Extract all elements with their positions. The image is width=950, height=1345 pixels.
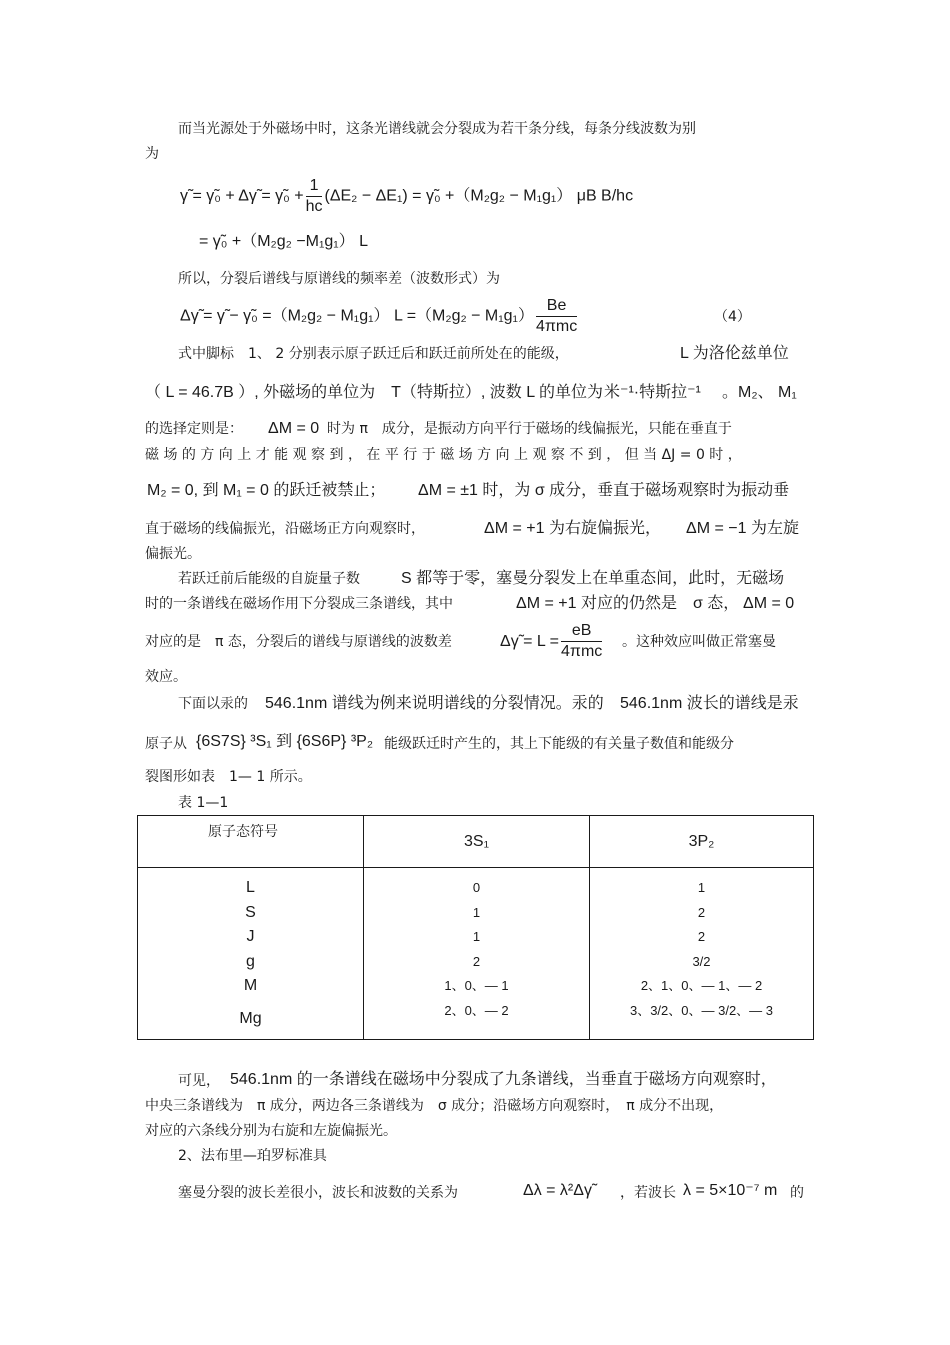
paragraph-text: 塞曼分裂的波长差很小，波长和波数的关系为 bbox=[178, 1185, 458, 1201]
paragraph-text: 效应。 bbox=[145, 669, 187, 685]
math-inline: ΔM = 0 bbox=[743, 595, 795, 612]
math-inline: Δλ = λ²Δγ̃ bbox=[523, 1182, 592, 1199]
paragraph-text: 所以，分裂后谱线与原谱线的频率差（波数形式）为 bbox=[178, 271, 500, 287]
paragraph-text: 546.1nm 谱线为例来说明谱线的分裂情况。汞的 bbox=[265, 695, 604, 712]
equation-part: (ΔE₂ − ΔE₁) = γ̃₀ +（M₂g₂ − M₁g₁） μB B/hc bbox=[324, 187, 634, 205]
row-label: g bbox=[246, 952, 255, 970]
table-value: 2 bbox=[697, 929, 706, 944]
section-heading: 2、法布里—珀罗标准具 bbox=[178, 1148, 327, 1164]
table-caption: 表 1—1 bbox=[178, 795, 229, 811]
table-value: 3/2 bbox=[692, 953, 711, 969]
paragraph-text: 原子从 bbox=[145, 736, 187, 752]
equation-part: γ̃ = γ̃₀ + Δγ̃ = γ̃₀ + bbox=[180, 187, 304, 205]
paragraph-text: 的 bbox=[790, 1185, 804, 1201]
fraction bbox=[536, 296, 577, 337]
fraction bbox=[306, 176, 323, 217]
paragraph-text: 中央三条谱线为 π 成分，两边各三条谱线为 σ 成分；沿磁场方向观察时， π 成分不出现， bbox=[145, 1098, 724, 1114]
table-header-cell bbox=[138, 816, 364, 868]
paragraph-text: 磁 场 的 方 向 上 才 能 观 察 到 ， 在 平 行 于 磁 场 方 向 上 观 察 不 到 ， 但 当 ΔJ = 0 时 ， bbox=[145, 447, 742, 463]
paragraph-text: 式中脚标 1、 2 分别表示原子跃迁后和跃迁前所处在的能级， bbox=[178, 346, 569, 362]
math-inline: λ = 5×10⁻⁷ m bbox=[683, 1182, 778, 1199]
paragraph-text: 而当光源处于外磁场中时，这条光谱线就会分裂成为若干条分线，每条分线波数为别 bbox=[178, 121, 696, 137]
table-value: 2、0、— 2 bbox=[444, 1002, 509, 1018]
paragraph-text: 546.1nm 的一条谱线在磁场中分裂成了九条谱线，当垂直于磁场方向观察时， bbox=[230, 1071, 777, 1088]
math-inline bbox=[500, 620, 604, 664]
paragraph-text: 能级跃迁时产生的，其上下能级的有关量子数值和能级分 bbox=[384, 736, 734, 752]
table-value: 1、0、— 1 bbox=[444, 978, 509, 993]
paragraph-text: 对应的六条线分别为右旋和左旋偏振光。 bbox=[145, 1123, 397, 1139]
unit-expression: 米⁻¹·特斯拉⁻¹ bbox=[604, 384, 701, 401]
table-cell bbox=[364, 868, 590, 1040]
fraction-numerator: Be bbox=[536, 296, 577, 317]
fraction-denominator: 4πmc bbox=[561, 643, 603, 661]
header-label: 3S₁ bbox=[464, 832, 489, 850]
paragraph-text: 对应的是 π 态，分裂后的谱线与原谱线的波数差 bbox=[145, 634, 452, 650]
table-value: 2 bbox=[697, 904, 706, 920]
table-value: 2、1、0、— 1、— 2 bbox=[640, 978, 763, 993]
row-label: M bbox=[243, 977, 258, 994]
paragraph-text: 裂图形如表 1— 1 所示。 bbox=[145, 769, 312, 785]
fraction bbox=[561, 621, 602, 662]
table-cell bbox=[590, 868, 814, 1040]
table-header-cell bbox=[364, 816, 590, 868]
table-value: 2 bbox=[472, 953, 481, 969]
table-value: 0 bbox=[472, 880, 481, 895]
paragraph-text: 若跃迁前后能级的自旋量子数 bbox=[178, 571, 360, 587]
fraction-numerator: eB bbox=[561, 621, 602, 642]
fraction-denominator: hc bbox=[305, 198, 323, 215]
row-label: Mg bbox=[239, 1009, 262, 1027]
term-symbols: {6S7S} ³S₁ 到 {6S6P} ³P₂ bbox=[196, 733, 374, 750]
paragraph-text: 下面以汞的 bbox=[178, 696, 248, 712]
paragraph-text: 直于磁场的线偏振光，沿磁场正方向观察时， bbox=[145, 521, 425, 537]
paragraph-text: 时为 π 成分，是振动方向平行于磁场的线偏振光，只能在垂直于 bbox=[327, 421, 732, 437]
header-label: 原子态符号 bbox=[208, 824, 278, 840]
equation-3 bbox=[180, 296, 579, 337]
table-value: 3、3/2、0、— 3/2、— 3 bbox=[629, 1002, 774, 1018]
quantum-number-table bbox=[137, 815, 814, 1040]
table-cell bbox=[138, 868, 364, 1040]
paragraph-text: 。M₂、 M₁ bbox=[722, 384, 797, 401]
equation-number: （4） bbox=[714, 309, 751, 325]
paragraph-text: 为 bbox=[145, 146, 159, 162]
paragraph-text: 可见， bbox=[178, 1073, 220, 1089]
row-label: L bbox=[246, 879, 255, 896]
math-inline: ΔM = −1 为左旋 bbox=[686, 520, 799, 537]
table-row bbox=[138, 868, 814, 1040]
paragraph-text: ，若波长 bbox=[620, 1185, 676, 1201]
paragraph-text: 时的一条谱线在磁场作用下分裂成三条谱线，其中 bbox=[145, 596, 453, 612]
fraction-numerator: 1 bbox=[306, 176, 323, 197]
math-inline: ΔM = +1 对应的仍然是 σ 态， bbox=[516, 595, 740, 612]
paragraph-text: 。这种效应叫做正常塞曼 bbox=[622, 634, 776, 650]
table-header-row bbox=[138, 816, 814, 868]
row-label: S bbox=[245, 903, 256, 921]
equation-part: Δγ̃ = L = bbox=[500, 633, 560, 650]
header-label: 3P₂ bbox=[688, 832, 715, 850]
paragraph-text: 546.1nm 波长的谱线是汞 bbox=[620, 695, 799, 712]
fraction-denominator: 4πmc bbox=[535, 318, 578, 335]
equation-2: = γ̃₀ +（M₂g₂ −M₁g₁） L bbox=[199, 233, 369, 250]
table-header-cell bbox=[590, 816, 814, 868]
row-label: J bbox=[246, 928, 255, 945]
math-inline: ΔM = +1 为右旋偏振光， bbox=[484, 520, 661, 537]
paragraph-text: ΔM = ±1 时，为 σ 成分，垂直于磁场观察时为振动垂 bbox=[418, 482, 790, 499]
paragraph-text: S 都等于零，塞曼分裂发上在单重态间，此时，无磁场 bbox=[401, 570, 785, 587]
equation-1 bbox=[180, 176, 633, 217]
paragraph-text: 的选择定则是： bbox=[145, 421, 243, 437]
math-inline: ΔM = 0 bbox=[268, 420, 320, 437]
table-value: 1 bbox=[472, 904, 481, 920]
table-value: 1 bbox=[472, 929, 481, 944]
equation-part: Δγ̃ = γ̃ − γ̃₀ =（M₂g₂ − M₁g₁） L =（M₂g₂ − M₁g₁） bbox=[180, 307, 534, 325]
paragraph-text: （ L = 46.7B ）, 外磁场的单位为 T（特斯拉）, 波数 L 的单位为 bbox=[145, 384, 603, 401]
paragraph-text: 偏振光。 bbox=[145, 546, 201, 562]
paragraph-text: M₂ = 0, 到 M₁ = 0 的跃迁被禁止； bbox=[147, 482, 386, 499]
table-value: 1 bbox=[697, 880, 706, 895]
paragraph-text: L 为洛伦兹单位 bbox=[680, 345, 789, 362]
